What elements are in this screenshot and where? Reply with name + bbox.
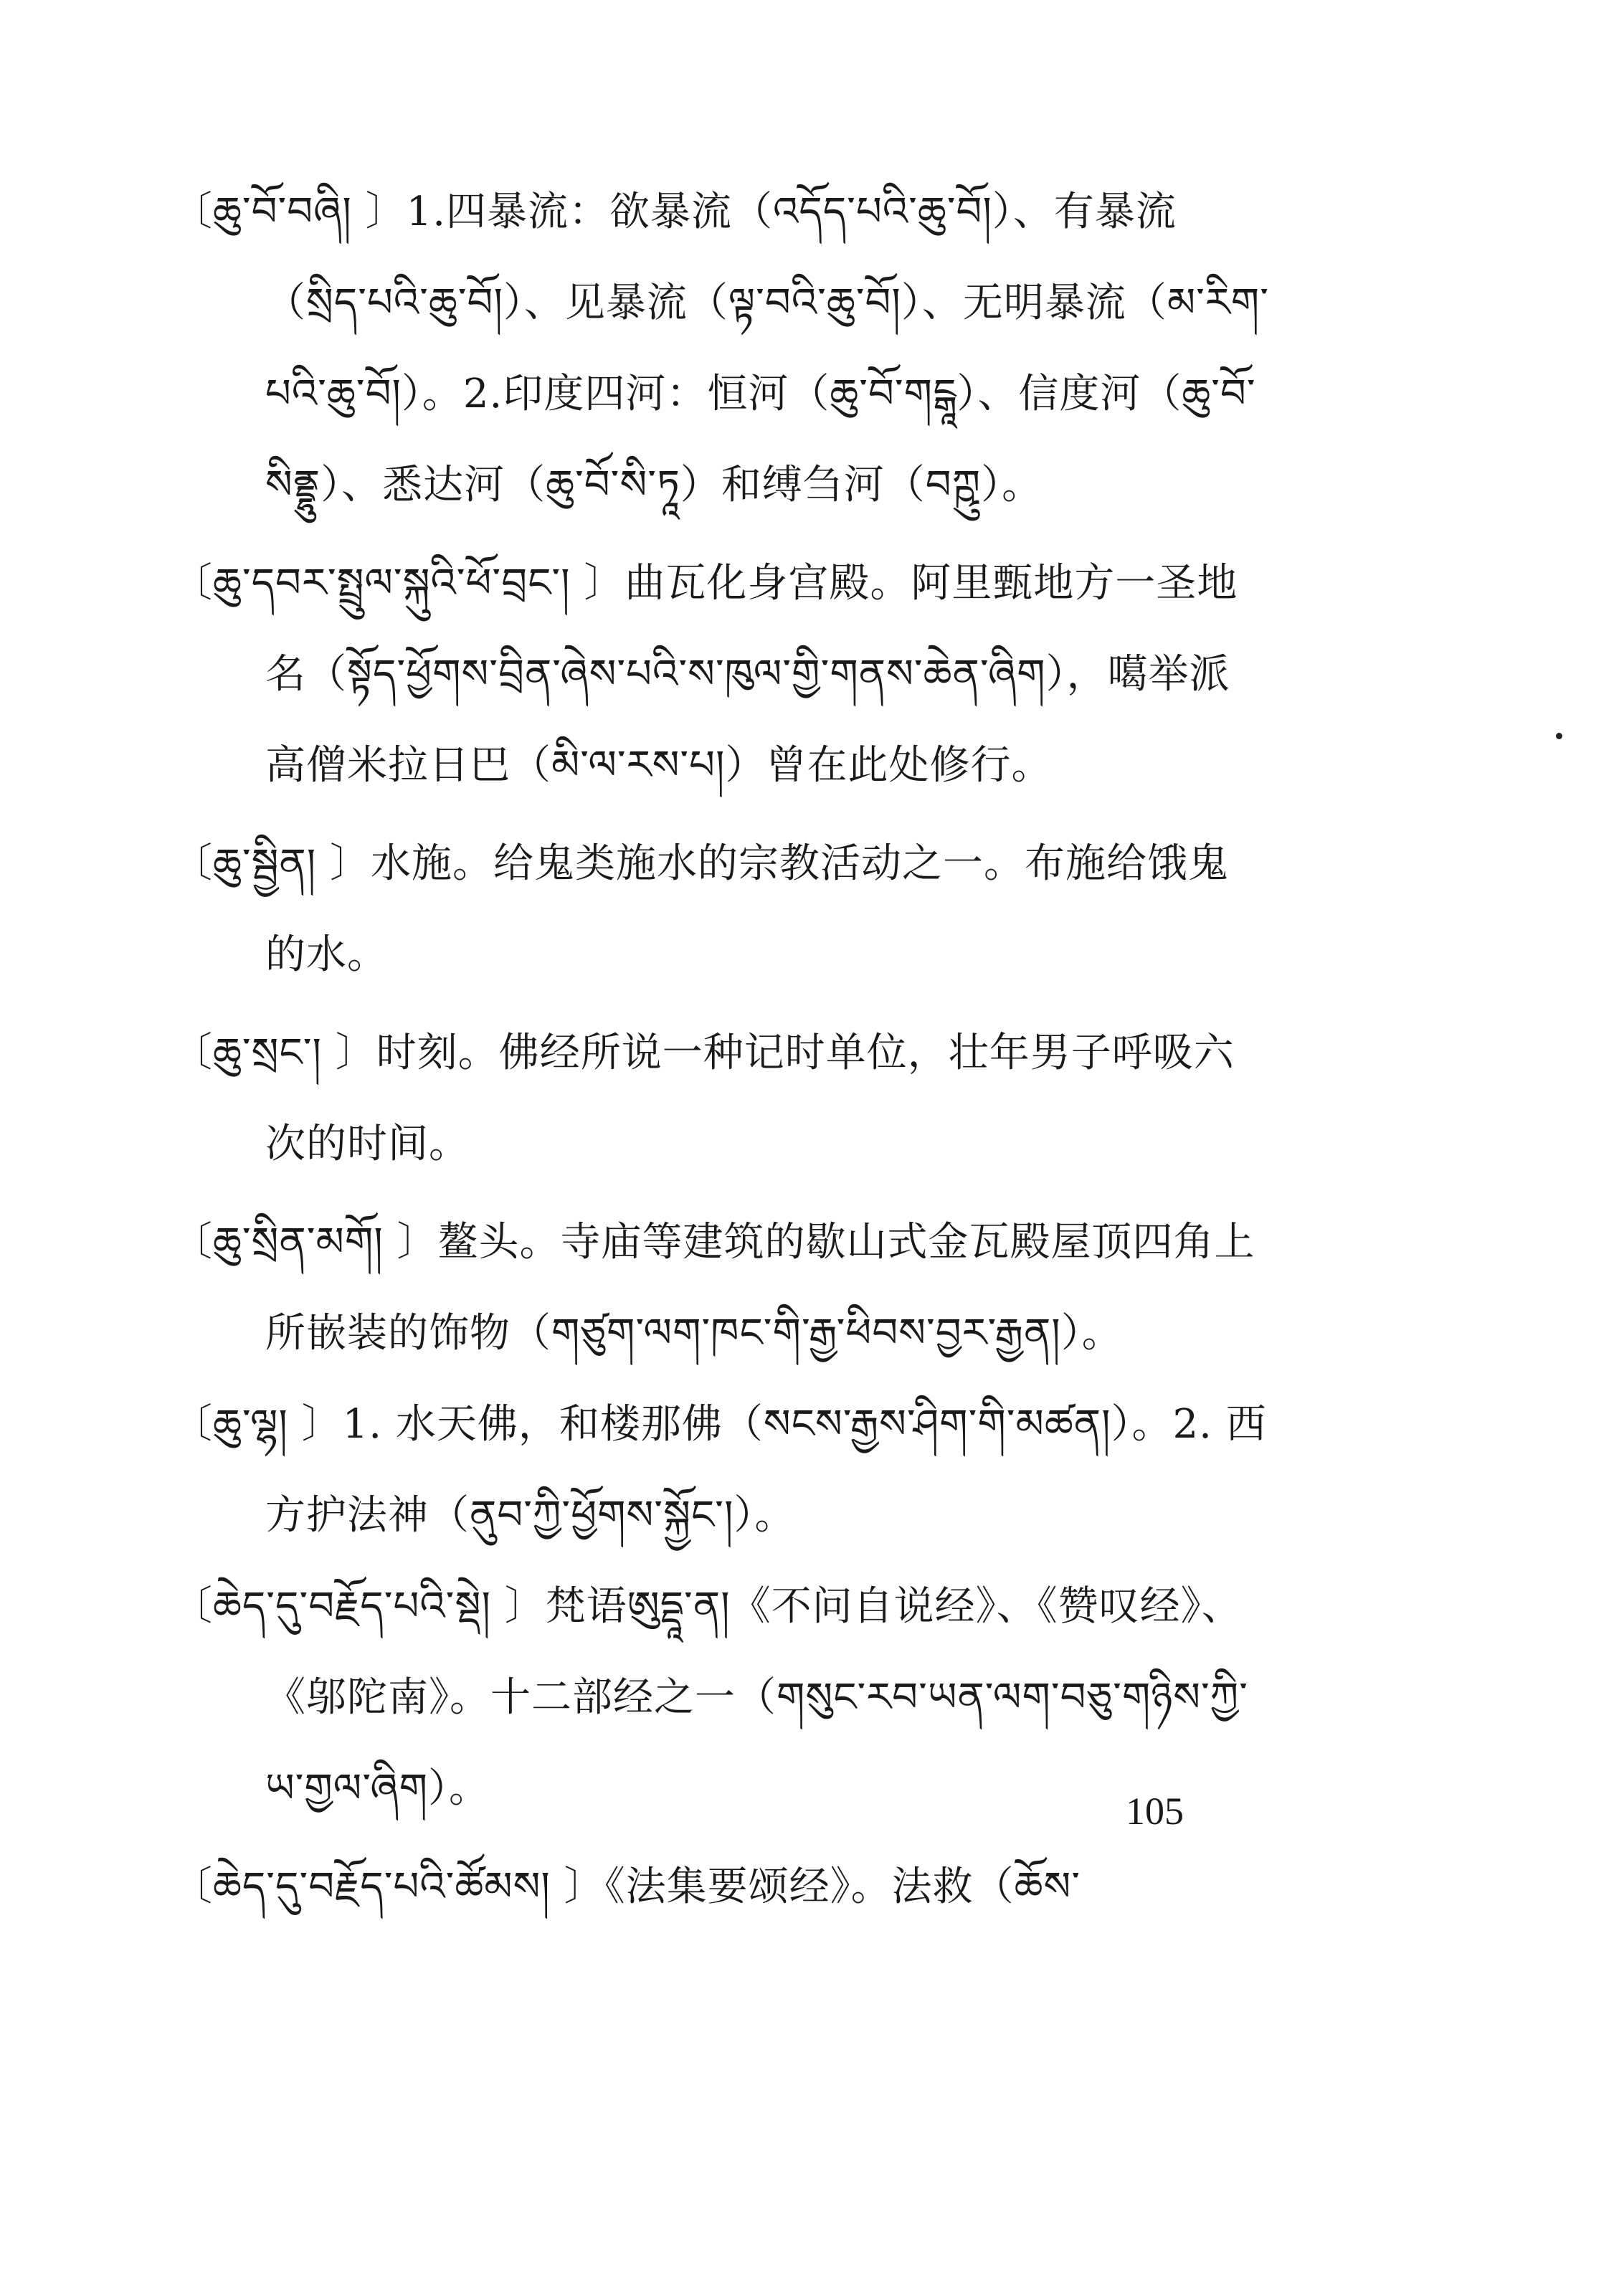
dictionary-entry [172, 1841, 1269, 1932]
dictionary-entry [172, 818, 1269, 1000]
entry-headword: 〔ཆུ་བོ་བཞི། 〕 [172, 189, 407, 235]
entry-definition: 1.四暴流：欲暴流（འདོད་པའི་ཆུ་བོ།）、有暴流（སྲིད་པའི་ཆུ་བོ།）、见暴流（ལྟ་བའི་ཆུ་བོ།）、无明暴流（མ་རིག་པའི་ཆུ་བོ།）。2.印度四河：恒河（ཆུ་བོ་གངྒཱ）、信度河（ཆུ་བོ་སིནྡྷུ）、悉达河（ཆུ་བོ་སི་ཏཱ）和缚刍河（བཀྵུ）。 [265, 189, 1269, 508]
dictionary-entry [172, 1197, 1269, 1379]
dictionary-entry [172, 1561, 1269, 1834]
entry-definition: 《法集要颂经》。法救（ཆོས་ [604, 1864, 1081, 1910]
entry-headword: 〔ཆུ་སྦྱིན། 〕 [172, 840, 371, 887]
entry-headword: 〔ཆུ་དབར་སྤྲུལ་སྐུའི་ཕོ་བྲང་། 〕 [172, 560, 625, 607]
dictionary-entry [172, 1007, 1269, 1190]
entry-headword: 〔ཆུ་སྲང་། 〕 [172, 1030, 376, 1076]
scan-speck [1556, 733, 1562, 739]
entry-definition: 曲瓦化身宫殿。阿里甄地方一圣地名（སྟོད་ཕྱོགས་བྲིན་ཞེས་པའི་ས་ཁུལ་གྱི་གནས་ཆེན་ཞིག），噶举派高僧米拉日巴（མི་ལ་རས་པ།）曾在此处修行。 [265, 560, 1238, 789]
dictionary-entry [172, 538, 1269, 811]
entry-headword: 〔ཆུ་ལྷ། 〕 [172, 1401, 343, 1448]
entry-headword: 〔ཆུ་སྲིན་མགོ། 〕 [172, 1219, 438, 1266]
entry-definition: 水施。给鬼类施水的宗教活动之一。布施给饿鬼的水。 [265, 840, 1230, 978]
entry-headword: 〔ཆེད་དུ་བརྗོད་པའི་སྡེ། 〕 [172, 1583, 546, 1630]
dictionary-entry [172, 166, 1269, 531]
entry-headword: 〔ཆེད་དུ་བརྗོད་པའི་ཚོམས། 〕 [172, 1864, 605, 1910]
page-number: 105 [1126, 1790, 1184, 1833]
entry-definition: 1. 水天佛，和楼那佛（སངས་རྒྱས་ཤིག་གི་མཚན།）。2. 西方护法神（ནུབ་ཀྱི་ཕྱོགས་སྐྱོང་།）。 [265, 1401, 1267, 1539]
entry-definition: 鳌头。寺庙等建筑的歇山式金瓦殿屋顶四角上所嵌装的饰物（གཙུག་ལག་ཁང་གི་རྒྱ་ཕིབས་བྱར་རྒྱན།）。 [265, 1219, 1255, 1357]
dictionary-entries [172, 166, 1269, 1940]
dictionary-entry [172, 1379, 1269, 1561]
entry-definition: 梵语ཨུདྡཱ་ན།《不问自说经》、《赞叹经》、《邬陀南》。十二部经之一（གསུང་རབ་ཡན་ལག་བཅུ་གཉིས་ཀྱི་ཡ་གྱལ་ཞིག）。 [265, 1583, 1248, 1812]
entry-definition: 时刻。佛经所说一种记时单位，壮年男子呼吸六次的时间。 [265, 1030, 1235, 1167]
